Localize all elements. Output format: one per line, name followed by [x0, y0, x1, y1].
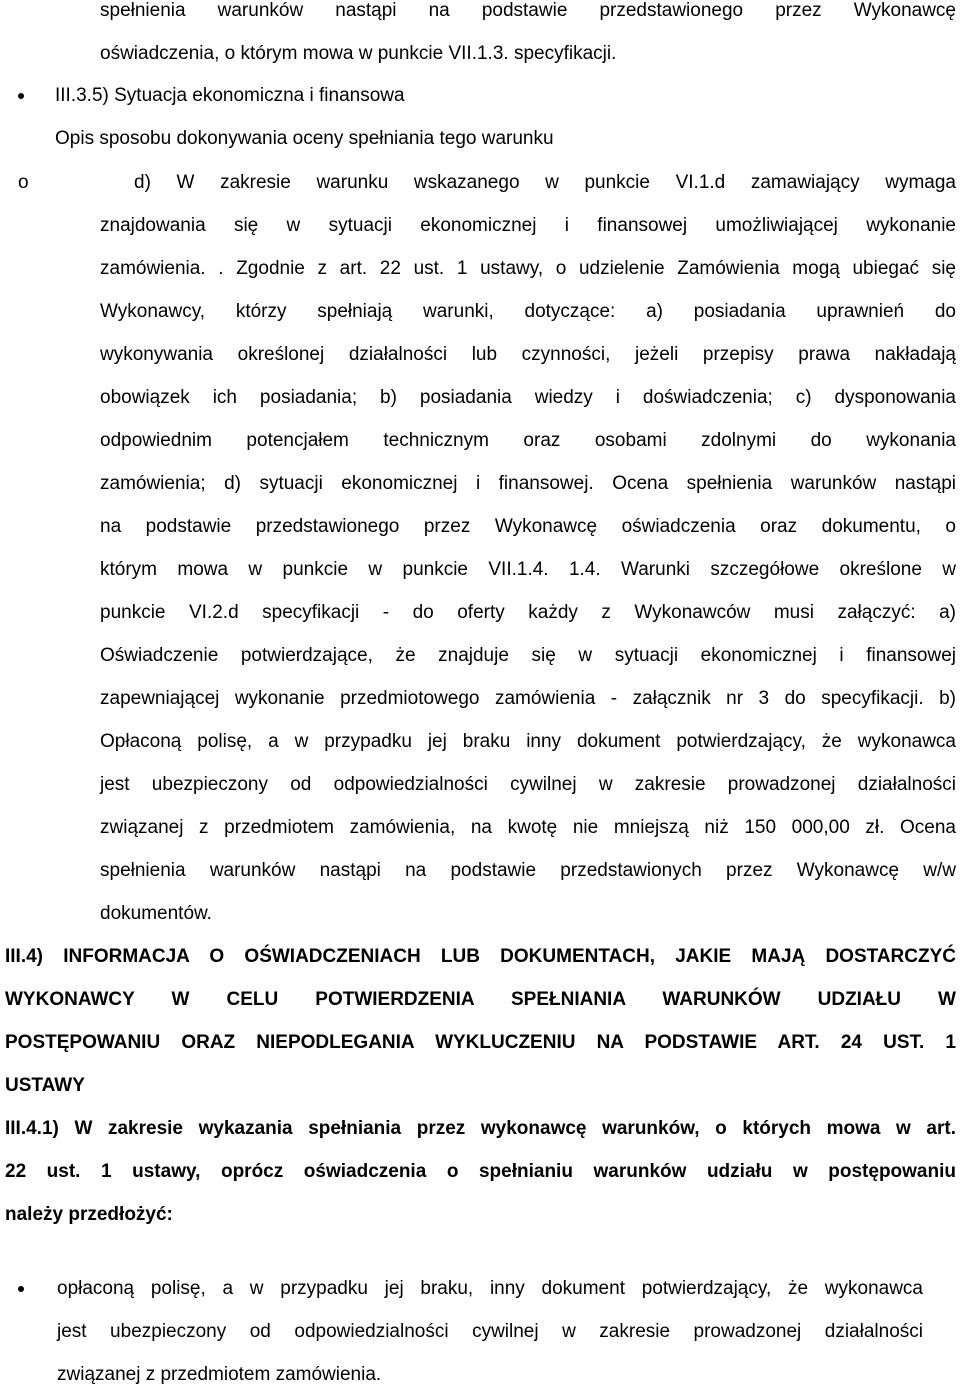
item-d-line: jest ubezpieczony od odpowiedzialności cywilnej w zakresie prowadzonej działalności — [100, 774, 956, 795]
item-d-line: Opłaconą polisę, a w przypadku jej braku inny dokument potwierdzający, że wykonawca — [100, 731, 956, 752]
section-heading-34: WYKONAWCY W CELU POTWIERDZENIA SPEŁNIANIA WARUNKÓW UDZIAŁU W — [5, 989, 956, 1010]
item-d-line: zamówienia; d) sytuacji ekonomicznej i finansowej. Ocena spełnienia warunków nastąpi — [100, 473, 956, 494]
bullet-icon — [18, 93, 24, 99]
item-d-line: związanej z przedmiotem zamówienia, na kwotę nie mniejszą niż 150 000,00 zł. Ocena — [100, 817, 956, 838]
item-d-line: spełnienia warunków nastąpi na podstawie przedstawionych przez Wykonawcę w/w — [100, 860, 956, 881]
item-d-line: znajdowania się w sytuacji ekonomicznej i finansowej umożliwiającej wykonanie — [100, 215, 956, 236]
final-bullet-line: związanej z przedmiotem zamówienia. — [57, 1364, 382, 1385]
section-heading: III.3.5) Sytuacja ekonomiczna i finansowa — [55, 85, 405, 106]
section-heading-341: należy przedłożyć: — [5, 1204, 173, 1225]
section-heading-34: USTAWY — [5, 1075, 85, 1096]
intro-line-1: spełnienia warunków nastąpi na podstawie przedstawionego przez Wykonawcę — [100, 0, 956, 21]
item-d-line: dokumentów. — [100, 903, 212, 924]
item-d-line: zamówienia. . Zgodnie z art. 22 ust. 1 ustawy, o udzielenie Zamówienia mogą ubiegać się — [100, 258, 956, 279]
item-d-line: Oświadczenie potwierdzające, że znajduje się w sytuacji ekonomicznej i finansowej — [100, 645, 956, 666]
item-d-line: zapewniającej wykonanie przedmiotowego zamówienia - załącznik nr 3 do specyfikacji. b) — [100, 688, 956, 709]
item-d-line: obowiązek ich posiadania; b) posiadania wiedzy i doświadczenia; c) dysponowania — [100, 387, 956, 408]
item-d-line: Wykonawcy, którzy spełniają warunki, dotyczące: a) posiadania uprawnień do — [100, 301, 956, 322]
item-d-first-line: d) W zakresie warunku wskazanego w punkcie VI.1.d zamawiający wymaga — [134, 172, 956, 193]
section-heading-341: 22 ust. 1 ustawy, oprócz oświadczenia o spełnianiu warunków udziału w postępowaniu — [5, 1161, 956, 1182]
final-bullet-line: opłaconą polisę, a w przypadku jej braku, inny dokument potwierdzający, że wykonawca — [57, 1278, 923, 1299]
section-heading-34: POSTĘPOWANIU ORAZ NIEPODLEGANIA WYKLUCZENIU NA PODSTAWIE ART. 24 UST. 1 — [5, 1032, 956, 1053]
bullet-icon — [18, 1286, 24, 1292]
final-bullet-line: jest ubezpieczony od odpowiedzialności cywilnej w zakresie prowadzonej działalności — [57, 1321, 923, 1342]
item-d-line: którym mowa w punkcie w punkcie VII.1.4. 1.4. Warunki szczegółowe określone w — [100, 559, 956, 580]
item-d-line: wykonywania określonej działalności lub czynności, jeżeli przepisy prawa nakładają — [100, 344, 956, 365]
item-d-line: odpowiednim potencjałem technicznym oraz osobami zdolnymi do wykonania — [100, 430, 956, 451]
section-heading-341: III.4.1) W zakresie wykazania spełniania przez wykonawcę warunków, o których mowa w art. — [5, 1118, 956, 1139]
subheading: Opis sposobu dokonywania oceny spełniania tego warunku — [55, 128, 554, 149]
item-d-line: punkcie VI.2.d specyfikacji - do oferty każdy z Wykonawców musi załączyć: a) — [100, 602, 956, 623]
item-d-line: na podstawie przedstawionego przez Wykonawcę oświadczenia oraz dokumentu, o — [100, 516, 956, 537]
circle-marker-icon: o — [18, 172, 29, 193]
intro-line-2: oświadczenia, o którym mowa w punkcie VII.1.3. specyfikacji. — [100, 43, 617, 64]
section-heading-34: III.4) INFORMACJA O OŚWIADCZENIACH LUB DOKUMENTACH, JAKIE MAJĄ DOSTARCZYĆ — [5, 946, 956, 967]
